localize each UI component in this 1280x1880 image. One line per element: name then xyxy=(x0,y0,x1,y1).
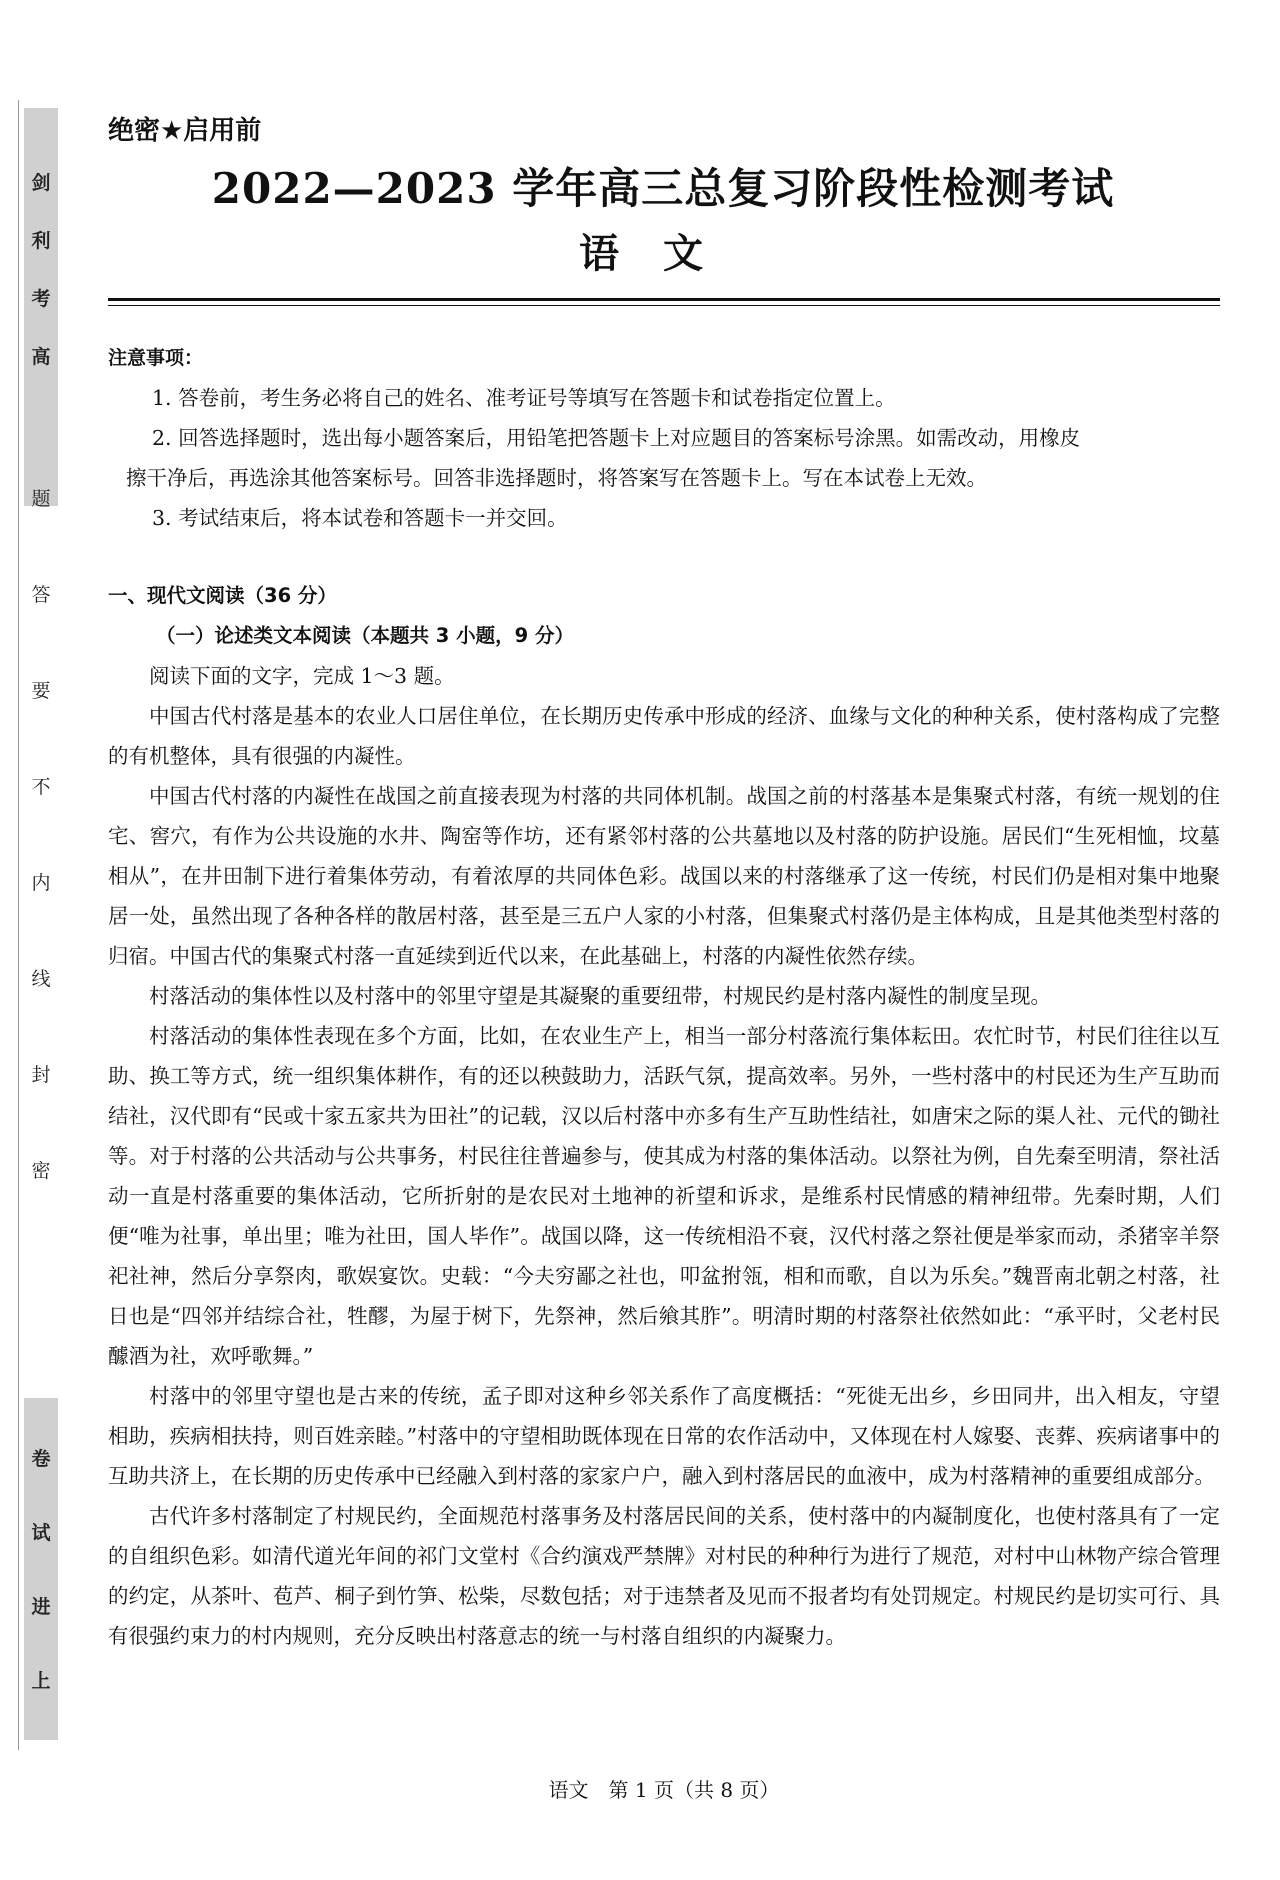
header-rule-thin xyxy=(108,305,1220,306)
page-footer: 语文 第 1 页（共 8 页） xyxy=(548,1778,780,1802)
passage-paragraph: 古代许多村落制定了村规民约，全面规范村落事务及村落居民间的关系，使村落中的内凝制度化，也使村落具有了一定的自组织色彩。如清代道光年间的祁门文堂村《合约演戏严禁牌》对村民的种种行为进行了规范，对村中山林物产综合管理的约定，从茶叶、苞芦、桐子到竹笋、松柴，尽数包括；对于违禁者及见而不报者均有处罚规定。村规民约是切实可行、具有很强约束力的村内规则，充分反映出村落意志的统一与村落自组织的内凝聚力。 xyxy=(108,1504,1220,1648)
passage-paragraph: 中国古代村落是基本的农业人口居住单位，在长期历史传承中形成的经济、血缘与文化的种种关系，使村落构成了完整的有机整体，具有很强的内凝性。 xyxy=(108,704,1220,768)
strip-char: 剑 xyxy=(31,172,51,194)
strip-char: 利 xyxy=(31,230,51,252)
binding-strip xyxy=(24,108,58,1740)
strip-char: 进 xyxy=(31,1596,51,1618)
exam-title: 2022—2023 学年高三总复习阶段性检测考试 xyxy=(211,164,1115,213)
strip-char: 题 xyxy=(31,488,51,510)
strip-char: 内 xyxy=(31,872,51,894)
strip-char: 线 xyxy=(31,968,51,990)
section-title: 一、现代文阅读（36 分） xyxy=(108,584,337,607)
passage-paragraph: 村落活动的集体性表现在多个方面，比如，在农业生产上，相当一部分村落流行集体耘田。农忙时节，村民们往往以互助、换工等方式，统一组织集体耕作，有的还以秧鼓助力，活跃气氛，提高效率。另外，一些村落中的村民还为生产互助而结社，汉代即有“民或十家五家共为田社”的记载，汉以后村落中亦多有生产互助性结社，如唐宋之际的渠人社、元代的锄社等。对于村落的公共活动与公共事务，村民往往普遍参与，使其成为村落的集体活动。以祭社为例，自先秦至明清，祭社活动一直是村落重要的集体活动，它所折射的是农民对土地神的祈望和诉求，是维系村民情感的精神纽带。先秦时期，人们便“唯为社事，单出里；唯为社田，国人毕作”。战国以降，这一传统相沿不衰，汉代村落之祭社便是举家而动，杀猪宰羊祭祀社神，然后分享祭肉，歌娱宴饮。史载：“今夫穷鄙之社也，叩盆拊瓴，相和而歌，自以为乐矣。”魏晋南北朝之村落，社日也是“四邻并结综合社，牲醪，为屋于树下，先祭神，然后飨其胙”。明清时期的村落祭社依然如此：“承平时，父老村民醵酒为社，欢呼歌舞。” xyxy=(108,1024,1220,1368)
passage-paragraph: 中国古代村落的内凝性在战国之前直接表现为村落的共同体机制。战国之前的村落基本是集聚式村落，有统一规划的住宅、窖穴，有作为公共设施的水井、陶窑等作坊，还有紧邻村落的公共墓地以及村落的防护设施。居民们“生死相恤，坟墓相从”，在井田制下进行着集体劳动，有着浓厚的共同体色彩。战国以来的村落继承了这一传统，村民们仍是相对集中地聚居一处，虽然出现了各种各样的散居村落，甚至是三五户人家的小村落，但集聚式村落仍是主体构成，且是其他类型村落的归宿。中国古代的集聚式村落一直延续到近代以来，在此基础上，村落的内凝性依然存续。 xyxy=(108,784,1220,968)
notice-item-continued: 擦干净后，再选涂其他答案标号。回答非选择题时，将答案写在答题卡上。写在本试卷上无效。 xyxy=(126,466,987,490)
notice-item: 1. 答卷前，考生务必将自己的姓名、准考证号等填写在答题卡和试卷指定位置上。 xyxy=(152,386,896,410)
passage-paragraph: 村落中的邻里守望也是古来的传统，孟子即对这种乡邻关系作了高度概括：“死徙无出乡，乡田同井，出入相友，守望相助，疾病相扶持，则百姓亲睦。”村落中的守望相助既体现在日常的农作活动中，又体现在村人嫁娶、丧葬、疾病诸事中的互助共济上，在长期的历史传承中已经融入到村落的家家户户，融入到村落居民的血液中，成为村落精神的重要组成部分。 xyxy=(108,1384,1220,1488)
binding-edge-line xyxy=(18,100,19,1750)
notice-title: 注意事项： xyxy=(108,347,204,369)
strip-char: 高 xyxy=(31,346,51,368)
subsection-title: （一）论述类文本阅读（本题共 3 小题，9 分） xyxy=(156,624,575,647)
strip-char: 密 xyxy=(31,1160,51,1182)
notice-item: 2. 回答选择题时，选出每小题答案后，用铅笔把答题卡上对应题目的答案标号涂黑。如需改动，用橡皮 xyxy=(152,426,1081,450)
confidential-mark: 绝密★启用前 xyxy=(108,116,262,146)
exam-content xyxy=(108,338,1220,1656)
strip-char: 不 xyxy=(31,776,51,798)
strip-char: 卷 xyxy=(31,1448,51,1470)
strip-char: 答 xyxy=(31,584,51,606)
strip-char: 要 xyxy=(31,680,51,702)
strip-char: 考 xyxy=(31,288,51,310)
strip-char: 上 xyxy=(31,1670,51,1692)
strip-char: 试 xyxy=(31,1522,51,1544)
strip-char: 封 xyxy=(31,1064,51,1086)
reading-instruction: 阅读下面的文字，完成 1～3 题。 xyxy=(149,664,455,688)
notice-item: 3. 考试结束后，将本试卷和答题卡一并交回。 xyxy=(152,506,568,530)
passage-paragraph: 村落活动的集体性以及村落中的邻里守望是其凝聚的重要纽带，村规民约是村落内凝性的制度呈现。 xyxy=(149,984,1051,1008)
header-rule-thick xyxy=(108,298,1220,301)
section-gap xyxy=(108,538,1220,576)
subject-title: 语文 xyxy=(579,231,747,277)
